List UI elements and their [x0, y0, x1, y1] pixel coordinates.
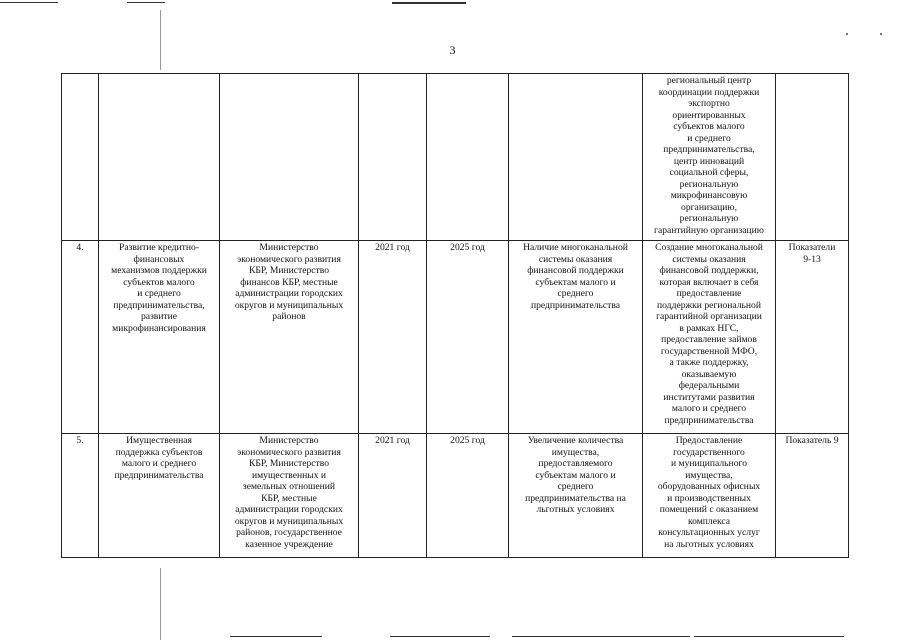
- cell-result: [509, 74, 643, 241]
- cell-description: региональный центр координации поддержки экспортно ориентированных субъектов малого и среднего предпринимательства, центр инноваций социальной сферы, региональную микрофинансовую организацию, региональную гарантийную организацию: [643, 74, 776, 241]
- table-row: [62, 241, 849, 434]
- cell-executors: [220, 74, 359, 241]
- cell-num: 5.: [62, 434, 99, 558]
- cell-executors: Министерство экономического развития КБР, Министерство финансов КБР, местные администрации городских округов и муниципальных районов: [220, 241, 359, 434]
- cell-start: [359, 74, 427, 241]
- table-row: [62, 434, 849, 558]
- table-row: [62, 74, 849, 241]
- scan-line-top-2: [127, 2, 165, 3]
- cell-executors: Министерство экономического развития КБР, Министерство имущественных и земельных отношений КБР, местные администрации городских округов и муниципальных районов, государственное казенное учреждение: [220, 434, 359, 558]
- scan-line-bottom-1: [230, 636, 322, 637]
- scan-line-bottom-4: [694, 636, 844, 637]
- page-number: 3: [449, 43, 456, 57]
- scan-speck: [846, 33, 848, 35]
- cell-num: 4.: [62, 241, 99, 434]
- cell-end: 2025 год: [427, 434, 509, 558]
- cell-description: Создание многоканальной системы оказания финансовой поддержки, которая включает в себя предоставление поддержки региональной гарантийной организации в рамках НГС, предоставление займов государственной МФО, а также поддержку, оказываемую федеральными институтами развития малого и среднего предпринимательства: [643, 241, 776, 434]
- cell-result: Наличие многоканальной системы оказания финансовой поддержки субъектам малого и среднего предпринимательства: [509, 241, 643, 434]
- cell-end: 2025 год: [427, 241, 509, 434]
- cell-indicators: Показатели 9-13: [776, 241, 849, 434]
- scan-line-top-1: [0, 2, 58, 3]
- cell-indicators: Показатель 9: [776, 434, 849, 558]
- cell-start: 2021 год: [359, 434, 427, 558]
- cell-start: 2021 год: [359, 241, 427, 434]
- scan-line-top-3: [392, 2, 466, 4]
- cell-end: [427, 74, 509, 241]
- cell-num: [62, 74, 99, 241]
- cell-measure: [99, 74, 220, 241]
- scan-vertical-mark: [160, 10, 161, 70]
- cell-indicators: [776, 74, 849, 241]
- cell-measure: Имущественная поддержка субъектов малого и среднего предпринимательства: [99, 434, 220, 558]
- scan-line-bottom-2: [390, 636, 490, 637]
- cell-result: Увеличение количества имущества, предоставляемого субъектам малого и среднего предпринимательства на льготных условиях: [509, 434, 643, 558]
- scan-vertical-mark: [160, 568, 161, 640]
- cell-measure: Развитие кредитно- финансовых механизмов поддержки субъектов малого и среднего предпринимательства, развитие микрофинансирования: [99, 241, 220, 434]
- plan-table: [61, 73, 849, 558]
- cell-description: Предоставление государственного и муниципального имущества, оборудованных офисных и производственных помещений с оказанием комплекса консультационных услуг на льготных условиях: [643, 434, 776, 558]
- scan-line-bottom-3: [512, 636, 690, 637]
- scan-speck: [880, 33, 882, 35]
